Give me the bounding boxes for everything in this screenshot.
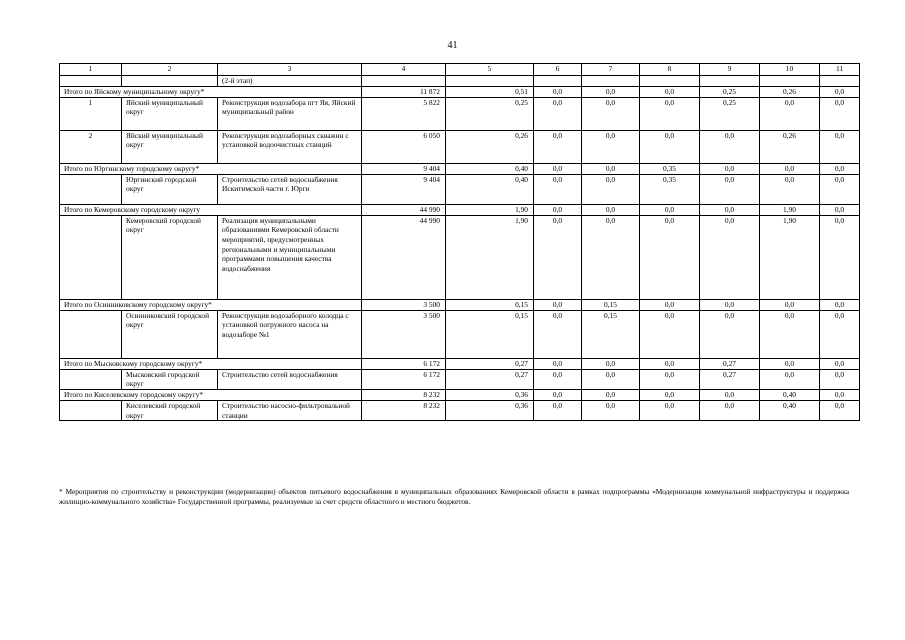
value-cell: 0,26 bbox=[446, 130, 534, 163]
value-cell: 0,0 bbox=[700, 130, 760, 163]
value-cell: 0,0 bbox=[760, 97, 820, 130]
value-cell: 0,36 bbox=[446, 389, 534, 400]
value-cell: 0,0 bbox=[534, 174, 582, 204]
value-cell: 0,0 bbox=[700, 163, 760, 174]
value-cell: 0,0 bbox=[640, 389, 700, 400]
municipality-name: Осинниковский городской округ bbox=[122, 310, 218, 358]
value-cell: 0,27 bbox=[700, 358, 760, 369]
value-cell: 0,0 bbox=[640, 86, 700, 97]
project-row bbox=[60, 97, 860, 130]
value-cell: 0,0 bbox=[820, 400, 860, 420]
investment-table bbox=[59, 63, 860, 421]
value-cell: 1,90 bbox=[760, 204, 820, 215]
value-cell: 0,40 bbox=[446, 174, 534, 204]
value-cell: 0,0 bbox=[820, 369, 860, 389]
column-header: 5 bbox=[446, 64, 534, 76]
value-cell: 0,40 bbox=[760, 400, 820, 420]
value-cell: 0,0 bbox=[640, 310, 700, 358]
value-cell: 3 500 bbox=[362, 299, 446, 310]
value-cell: 0,27 bbox=[446, 358, 534, 369]
value-cell: 0,15 bbox=[582, 299, 640, 310]
project-row bbox=[60, 369, 860, 389]
value-cell: 8 232 bbox=[362, 389, 446, 400]
value-cell: 0,0 bbox=[534, 97, 582, 130]
value-cell: 0,0 bbox=[582, 86, 640, 97]
subtotal-label: Итого по Мысковскому городскому округу* bbox=[60, 358, 362, 369]
value-cell: 0,0 bbox=[640, 369, 700, 389]
column-header: 7 bbox=[582, 64, 640, 76]
value-cell: 0,0 bbox=[582, 163, 640, 174]
column-header: 4 bbox=[362, 64, 446, 76]
subtotal-label: Итого по Кемеровскому городскому округу bbox=[60, 204, 362, 215]
value-cell: 44 990 bbox=[362, 215, 446, 299]
value-cell: 0,0 bbox=[640, 204, 700, 215]
value-cell: 0,0 bbox=[700, 299, 760, 310]
project-description: Реконструкция водозаборных скважин с установкой водоочистных станций bbox=[218, 130, 362, 163]
header-row bbox=[60, 64, 860, 76]
value-cell: 0,0 bbox=[582, 369, 640, 389]
value-cell: 0,0 bbox=[534, 163, 582, 174]
value-cell: 0,0 bbox=[534, 204, 582, 215]
subtotal-label: Итого по Яйскому муниципальному округу* bbox=[60, 86, 362, 97]
column-header: 1 bbox=[60, 64, 122, 76]
column-header: 2 bbox=[122, 64, 218, 76]
footnote: * Мероприятия по строительству и реконструкции (модернизации) объектов питьевого водоснабжения в муниципальных образованиях Кемеровской области в рамках подпрограммы «Модернизация коммунальной инфраструктуры и поддержка жилищно-коммунального хозяйства» Государственной программы, реализуемые за счет средств областного и местного бюджетов. bbox=[59, 487, 849, 506]
value-cell: 0,0 bbox=[640, 130, 700, 163]
value-cell: 0,15 bbox=[446, 299, 534, 310]
value-cell: 0,0 bbox=[820, 97, 860, 130]
row-number: 2 bbox=[60, 130, 122, 163]
municipality-name: Мысковский городской округ bbox=[122, 369, 218, 389]
column-header: 10 bbox=[760, 64, 820, 76]
value-cell: 0,0 bbox=[582, 130, 640, 163]
value-cell: 0,26 bbox=[760, 130, 820, 163]
value-cell: 5 822 bbox=[362, 97, 446, 130]
value-cell: 0,0 bbox=[534, 310, 582, 358]
value-cell: 0,0 bbox=[700, 310, 760, 358]
value-cell: 0,0 bbox=[534, 358, 582, 369]
value-cell: 0,0 bbox=[700, 400, 760, 420]
value-cell: 0,0 bbox=[640, 400, 700, 420]
value-cell: 1,90 bbox=[446, 215, 534, 299]
value-cell: 0,36 bbox=[446, 400, 534, 420]
value-cell: 1,90 bbox=[760, 215, 820, 299]
cell bbox=[122, 76, 218, 87]
subtotal-row bbox=[60, 358, 860, 369]
value-cell: 0,0 bbox=[700, 215, 760, 299]
continuation-text: (2-й этап) bbox=[218, 76, 362, 87]
value-cell: 0,15 bbox=[446, 310, 534, 358]
value-cell: 0,26 bbox=[760, 86, 820, 97]
subtotal-row bbox=[60, 299, 860, 310]
value-cell: 0,0 bbox=[760, 299, 820, 310]
value-cell: 0,0 bbox=[640, 215, 700, 299]
project-description: Реализация муниципальными образованиями Кемеровской области мероприятий, предусмотренных региональными и муниципальными программами повышения качества водоснабжения bbox=[218, 215, 362, 299]
project-description: Реконструкция водозабора пгт Яя, Яйский муниципальный район bbox=[218, 97, 362, 130]
project-row bbox=[60, 174, 860, 204]
column-header: 6 bbox=[534, 64, 582, 76]
project-row bbox=[60, 130, 860, 163]
municipality-name: Кемеровский городской округ bbox=[122, 215, 218, 299]
row-number: 1 bbox=[60, 97, 122, 130]
value-cell: 44 990 bbox=[362, 204, 446, 215]
value-cell: 1,90 bbox=[446, 204, 534, 215]
value-cell: 0,27 bbox=[446, 369, 534, 389]
value-cell: 9 404 bbox=[362, 163, 446, 174]
value-cell: 0,0 bbox=[820, 174, 860, 204]
value-cell: 0,0 bbox=[640, 299, 700, 310]
value-cell: 8 232 bbox=[362, 400, 446, 420]
value-cell: 0,0 bbox=[760, 358, 820, 369]
value-cell: 0,0 bbox=[820, 299, 860, 310]
subtotal-row bbox=[60, 163, 860, 174]
value-cell: 0,40 bbox=[446, 163, 534, 174]
value-cell: 0,0 bbox=[820, 204, 860, 215]
row-number bbox=[60, 215, 122, 299]
project-description: Реконструкция водозаборного колодца с установкой погружного насоса на водозаборе №1 bbox=[218, 310, 362, 358]
subtotal-row bbox=[60, 86, 860, 97]
column-header: 8 bbox=[640, 64, 700, 76]
page-number: 41 bbox=[447, 40, 458, 51]
subtotal-label: Итого по Осинниковскому городскому округу* bbox=[60, 299, 362, 310]
value-cell: 0,0 bbox=[534, 86, 582, 97]
continuation-row bbox=[60, 76, 860, 87]
value-cell: 0,0 bbox=[820, 389, 860, 400]
value-cell: 0,0 bbox=[534, 369, 582, 389]
value-cell: 0,0 bbox=[820, 358, 860, 369]
value-cell: 11 872 bbox=[362, 86, 446, 97]
column-header: 11 bbox=[820, 64, 860, 76]
cell bbox=[60, 76, 122, 87]
value-cell: 0,0 bbox=[700, 389, 760, 400]
value-cell: 0,25 bbox=[700, 86, 760, 97]
value-cell: 0,0 bbox=[820, 130, 860, 163]
table-body bbox=[60, 64, 860, 421]
value-cell: 0,0 bbox=[534, 215, 582, 299]
subtotal-row bbox=[60, 204, 860, 215]
row-number bbox=[60, 400, 122, 420]
value-cell: 0,0 bbox=[700, 174, 760, 204]
value-cell: 0,0 bbox=[582, 97, 640, 130]
value-cell: 0,0 bbox=[700, 204, 760, 215]
value-cell: 0,0 bbox=[760, 163, 820, 174]
value-cell: 0,25 bbox=[700, 97, 760, 130]
value-cell: 6 172 bbox=[362, 358, 446, 369]
value-cell: 0,0 bbox=[582, 400, 640, 420]
value-cell: 0,25 bbox=[446, 97, 534, 130]
column-header: 3 bbox=[218, 64, 362, 76]
row-number bbox=[60, 310, 122, 358]
value-cell: 0,35 bbox=[640, 163, 700, 174]
value-cell: 0,0 bbox=[534, 400, 582, 420]
value-cell: 0,0 bbox=[640, 358, 700, 369]
value-cell: 0,15 bbox=[582, 310, 640, 358]
value-cell: 0,0 bbox=[820, 163, 860, 174]
value-cell: 0,0 bbox=[640, 97, 700, 130]
value-cell: 0,40 bbox=[760, 389, 820, 400]
value-cell: 0,0 bbox=[760, 174, 820, 204]
value-cell: 0,51 bbox=[446, 86, 534, 97]
row-number bbox=[60, 174, 122, 204]
value-cell: 0,0 bbox=[582, 174, 640, 204]
value-cell: 9 404 bbox=[362, 174, 446, 204]
value-cell: 6 172 bbox=[362, 369, 446, 389]
value-cell: 0,0 bbox=[534, 299, 582, 310]
value-cell: 0,0 bbox=[582, 215, 640, 299]
project-row bbox=[60, 215, 860, 299]
municipality-name: Яйский муниципальный округ bbox=[122, 97, 218, 130]
municipality-name: Киселевский городской округ bbox=[122, 400, 218, 420]
subtotal-label: Итого по Юргинскому городскому округу* bbox=[60, 163, 362, 174]
value-cell: 0,0 bbox=[534, 389, 582, 400]
municipality-name: Яйский муниципальный округ bbox=[122, 130, 218, 163]
project-description: Строительство сетей водоснабжения bbox=[218, 369, 362, 389]
value-cell: 0,0 bbox=[582, 389, 640, 400]
value-cell: 0,0 bbox=[582, 204, 640, 215]
project-row bbox=[60, 310, 860, 358]
project-description: Строительство сетей водоснабжения Искитимской части г. Юрги bbox=[218, 174, 362, 204]
row-number bbox=[60, 369, 122, 389]
value-cell: 0,0 bbox=[534, 130, 582, 163]
subtotal-row bbox=[60, 389, 860, 400]
value-cell: 0,0 bbox=[820, 86, 860, 97]
value-cell: 0,0 bbox=[820, 215, 860, 299]
value-cell: 0,35 bbox=[640, 174, 700, 204]
value-cell: 3 500 bbox=[362, 310, 446, 358]
subtotal-label: Итого по Киселевскому городскому округу* bbox=[60, 389, 362, 400]
value-cell: 0,0 bbox=[760, 310, 820, 358]
value-cell: 0,0 bbox=[760, 369, 820, 389]
project-description: Строительство насосно-фильтровальной станции bbox=[218, 400, 362, 420]
column-header: 9 bbox=[700, 64, 760, 76]
value-cell: 0,27 bbox=[700, 369, 760, 389]
value-cell: 6 050 bbox=[362, 130, 446, 163]
municipality-name: Юргинский городской округ bbox=[122, 174, 218, 204]
value-cell: 0,0 bbox=[820, 310, 860, 358]
project-row bbox=[60, 400, 860, 420]
value-cell: 0,0 bbox=[582, 358, 640, 369]
